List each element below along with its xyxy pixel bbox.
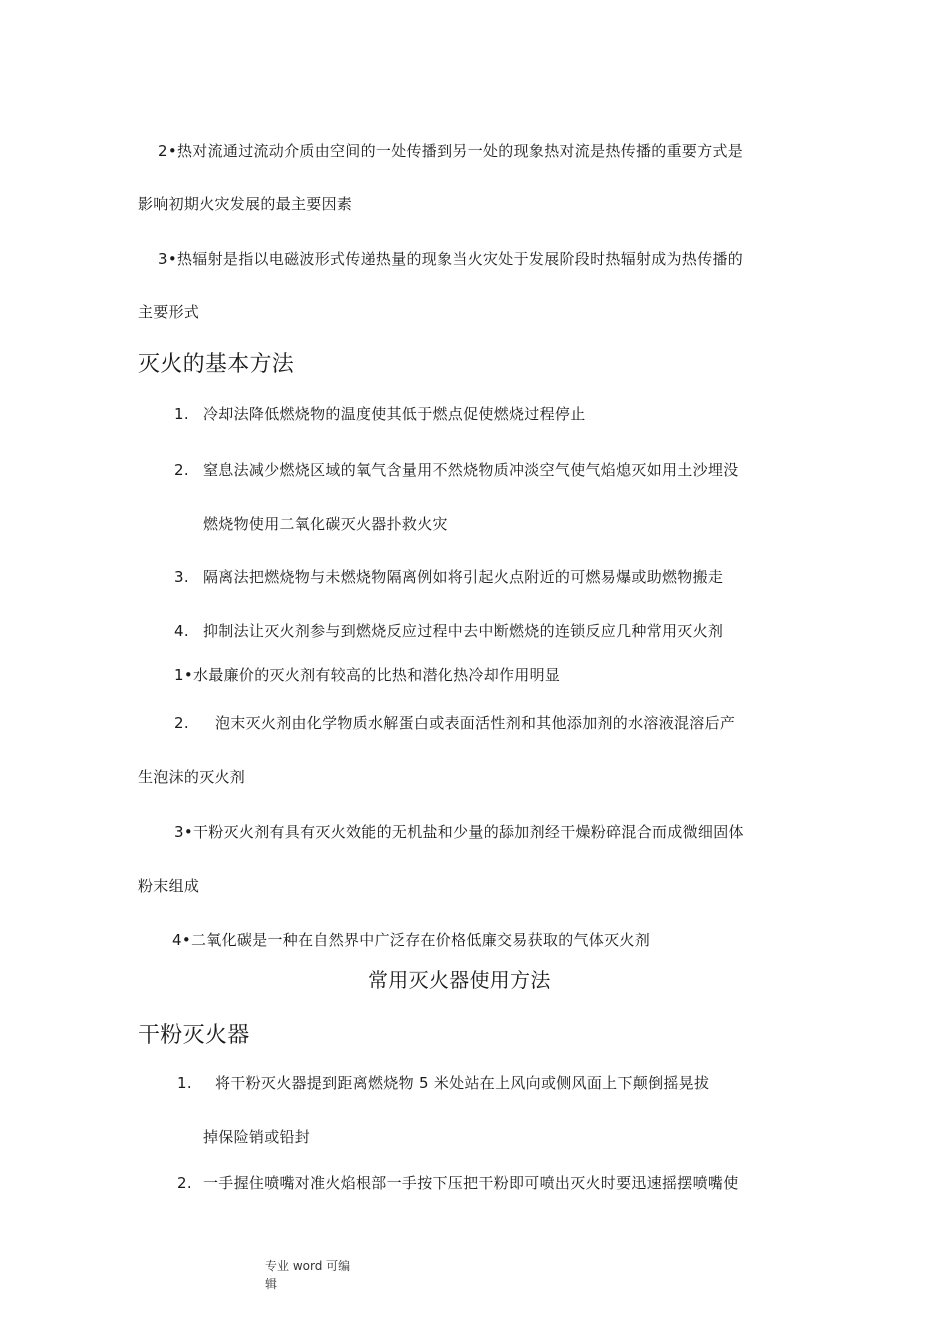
- method-4-number: 4.: [174, 622, 189, 640]
- usage-title: 常用灭火器使用方法: [368, 968, 551, 992]
- agent-water: 1•水最廉价的灭火剂有较高的比热和潜化热冷却作用明显: [174, 666, 561, 684]
- step-1-number: 1.: [177, 1074, 192, 1092]
- agent-foam-number: 2.: [174, 714, 189, 732]
- heat-convection-line1: 2•热对流通过流动介质由空间的一处传播到另一处的现象热对流是热传播的重要方式是: [158, 142, 744, 160]
- heat-radiation-line1: 3•热辐射是指以电磁波形式传递热量的现象当火灾处于发展阶段时热辐射成为热传播的: [158, 250, 744, 268]
- heat-radiation-line2: 主要形式: [138, 303, 200, 321]
- method-1-text: 冷却法降低燃烧物的温度使其低于燃点促使燃烧过程停止: [203, 405, 586, 423]
- footer-editable-line1: 专业 word 可编: [265, 1259, 351, 1273]
- method-2-continuation: 燃烧物使用二氧化碳灭火器扑救火灾: [203, 515, 448, 533]
- step-1-line2: 掉保险销或铅封: [203, 1128, 311, 1146]
- step-1-line1: 将干粉灭火器提到距离燃烧物 5 米处站在上风向或侧风面上下颠倒摇晃拔: [215, 1074, 710, 1092]
- method-1-number: 1.: [174, 405, 189, 423]
- agent-foam-line1: 泡末灭火剂由化学物质水解蛋白或表面活性剂和其他添加剂的水溶液混溶后产: [215, 714, 736, 732]
- method-3-number: 3.: [174, 568, 189, 586]
- agent-powder-line2: 粉末组成: [138, 877, 200, 895]
- agent-foam-line2: 生泡沫的灭火剂: [138, 768, 246, 786]
- method-4-text: 抑制法让灭火剂参与到燃烧反应过程中去中断燃烧的连锁反应几种常用灭火剂: [203, 622, 724, 640]
- heat-convection-line2: 影响初期火灾发展的最主要因素: [138, 195, 353, 213]
- step-2-line1: 一手握住喷嘴对准火焰根部一手按下压把干粉即可喷出灭火时要迅速摇摆喷嘴使: [203, 1174, 739, 1192]
- methods-heading: 灭火的基本方法: [138, 352, 295, 377]
- step-2-number: 2.: [177, 1174, 192, 1192]
- method-3-text: 隔离法把燃烧物与未燃烧物隔离例如将引起火点附近的可燃易爆或助燃物搬走: [203, 568, 724, 586]
- agent-powder-line1: 3•干粉灭火剂有具有灭火效能的无机盐和少量的舔加剂经干燥粉碎混合而成微细固体: [174, 823, 744, 841]
- agent-co2: 4•二氧化碳是一种在自然界中广泛存在价格低廉交易获取的气体灭火剂: [172, 931, 650, 949]
- footer-editable-line2: 辑: [265, 1277, 278, 1291]
- method-2-text: 窒息法减少燃烧区域的氧气含量用不然烧物质冲淡空气使气焰熄灭如用土沙埋没: [203, 461, 739, 479]
- powder-extinguisher-heading: 干粉灭火器: [138, 1023, 250, 1048]
- method-2-number: 2.: [174, 461, 189, 479]
